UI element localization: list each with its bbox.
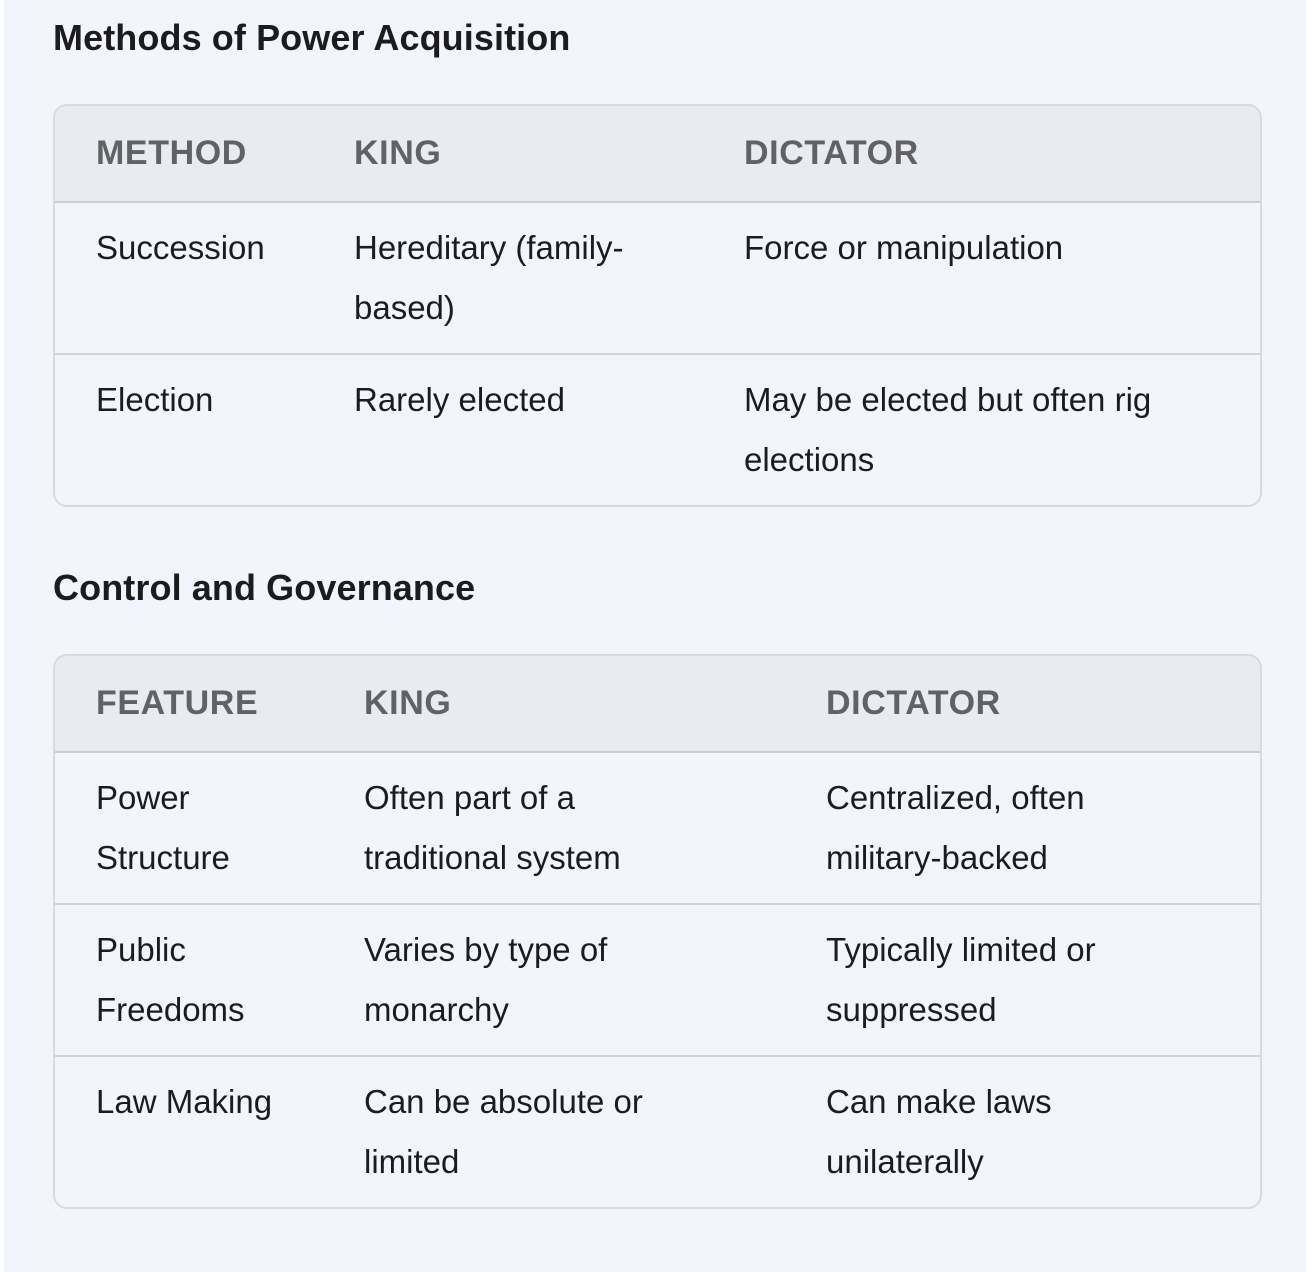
column-header-dictator: DICTATOR [744,106,1260,202]
column-header-method: METHOD [55,106,354,202]
cell-dictator: Can make laws unilaterally [826,1083,1052,1180]
cell-king: Rarely elected [354,381,565,418]
cell-dictator: Force or manipulation [744,202,1260,354]
cell-king: Hereditary (family-based) [354,202,744,354]
column-header-feature: FEATURE [55,656,364,752]
cell-dictator: Typically limited or suppressed [826,904,1260,1056]
cell-king: Often part of a traditional system [364,752,826,904]
table-row [55,904,1260,1056]
cell-dictator: May be elected but often rig elections [744,381,1152,478]
power-acquisition-table [53,104,1262,507]
table-row [55,202,1260,354]
left-edge-strip [0,0,4,1272]
cell-dictator: Centralized, often military-backed [826,752,1260,904]
cell-king: Varies by type of monarchy [364,904,826,1056]
column-header-king: KING [354,106,744,202]
table-row [55,1056,1260,1207]
cell-feature: Public Freedoms [55,904,364,1056]
table-row [55,752,1260,904]
section-title-control-governance: Control and Governance [53,567,476,608]
table-header-row [55,106,1260,202]
section-title-power-acquisition: Methods of Power Acquisition [53,17,571,58]
table-header-row [55,656,1260,752]
cell-feature: Law Making [96,1083,273,1120]
control-governance-table [53,654,1262,1209]
cell-method: Succession [55,202,354,354]
cell-king: Can be absolute or limited [364,1083,643,1180]
cell-method: Election [96,381,214,418]
column-header-king: KING [364,656,826,752]
cell-feature: Power Structure [55,752,364,904]
table-row [55,354,1260,505]
column-header-dictator: DICTATOR [826,656,1260,752]
